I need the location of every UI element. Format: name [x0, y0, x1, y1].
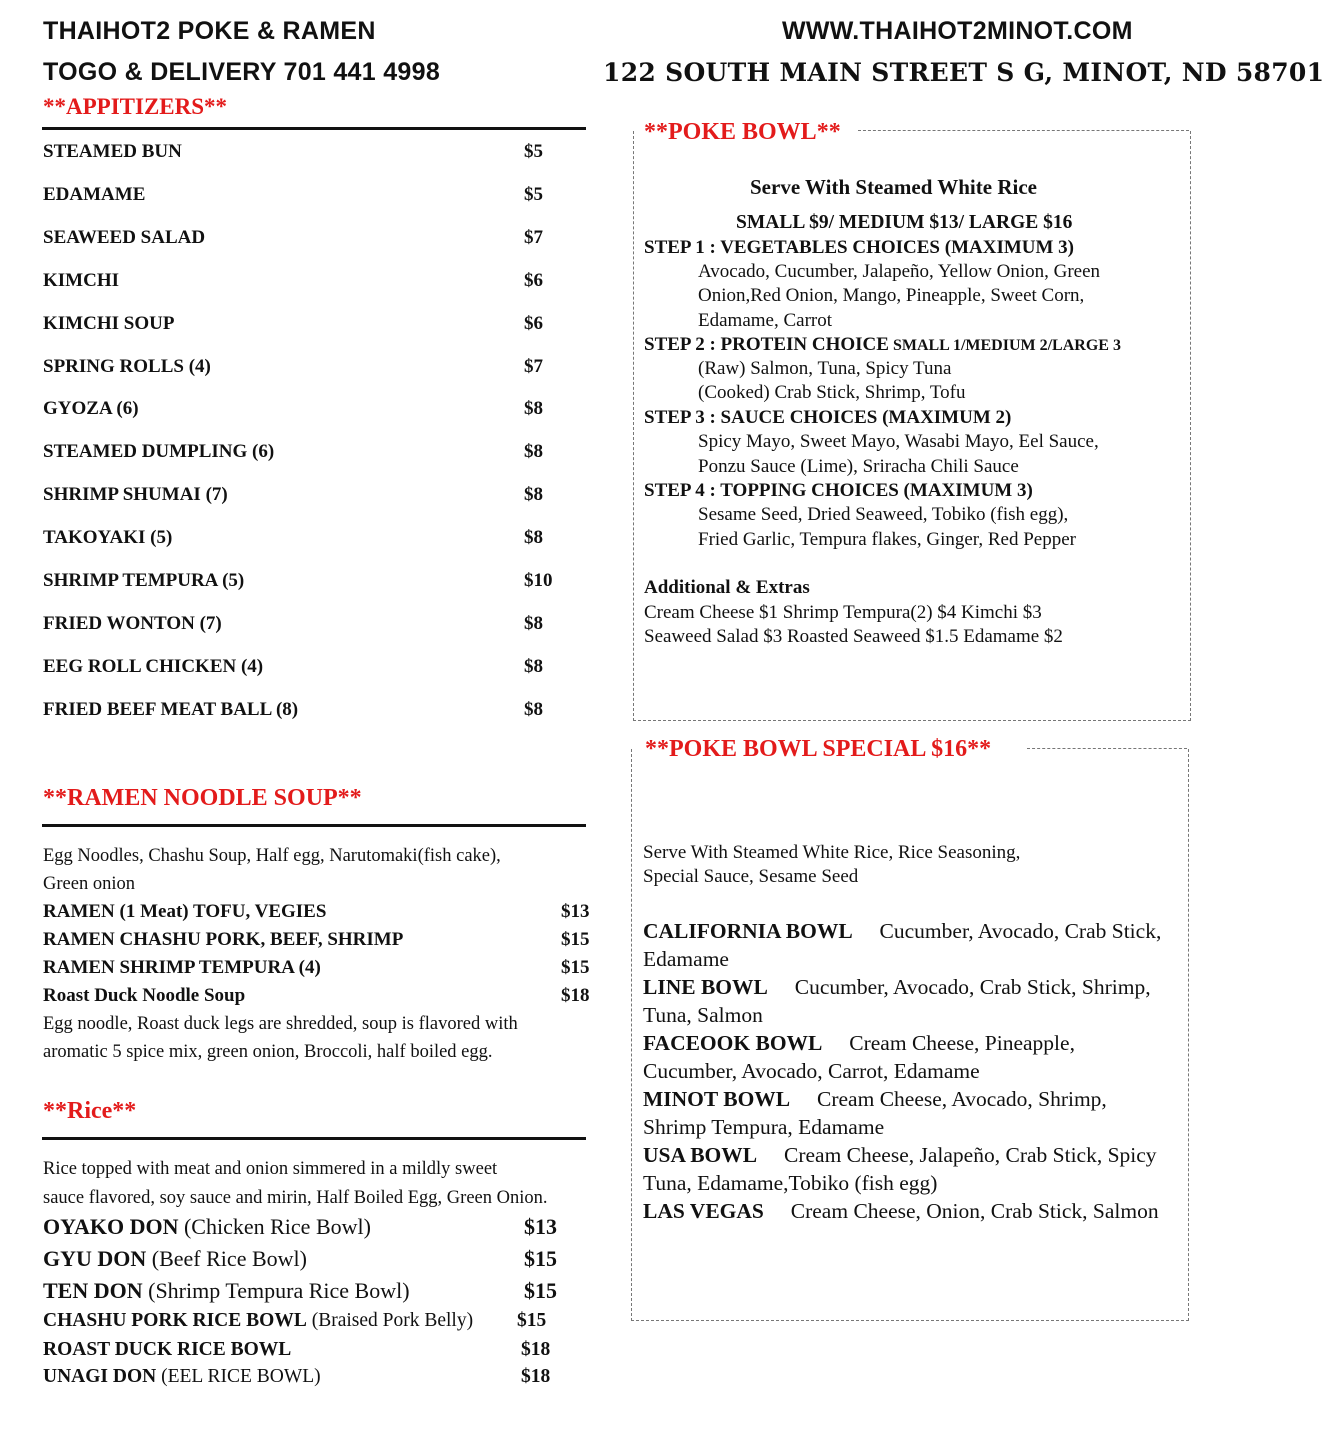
appetizer-item [43, 527, 583, 557]
step3-line1: Spicy Mayo, Sweet Mayo, Wasabi Mayo, Eel Sauce, [698, 431, 1099, 452]
poke-bowl-title: **POKE BOWL** [640, 119, 845, 146]
ramen-price: $15 [561, 957, 590, 978]
extras-title: Additional & Extras [644, 577, 810, 598]
ramen-price: $13 [561, 901, 590, 922]
appetizer-name: STEAMED BUN [43, 141, 182, 162]
ramen-price: $15 [561, 929, 590, 950]
duck-soup-description: Egg noodle, Roast duck legs are shredded, soup is flavored with [43, 1014, 518, 1034]
rice-name: TEN DON [43, 1278, 143, 1303]
appetizer-name: SEAWEED SALAD [43, 226, 206, 248]
step3-title: STEP 3 : SAUCE CHOICES (MAXIMUM 2) [644, 407, 1012, 428]
website-link[interactable]: WWW.THAIHOT2MINOT.COM [782, 17, 1133, 45]
special-bowl-desc: Cucumber, Avocado, Crab Stick, Edamame [643, 919, 1167, 971]
rice-subtitle: (Braised Pork Belly) [306, 1310, 474, 1331]
step2-line1: (Raw) Salmon, Tuna, Spicy Tuna [698, 358, 952, 379]
rice-price: $15 [517, 1310, 547, 1331]
restaurant-name: THAIHOT2 POKE & RAMEN [43, 17, 376, 45]
appetizer-price: $8 [524, 441, 543, 463]
rice-price: $18 [521, 1339, 551, 1360]
appetizer-name: EDAMAME [43, 183, 146, 205]
appetizer-name: TAKOYAKI (5) [43, 527, 173, 549]
special-bowl-name: USA BOWL [643, 1143, 758, 1167]
rice-price: $18 [521, 1366, 551, 1387]
appetizer-name: KIMCHI [43, 269, 119, 291]
special-bowl-name: LAS VEGAS [643, 1199, 764, 1223]
rice-title: **Rice** [43, 1098, 137, 1124]
rice-item [43, 1310, 603, 1332]
special-bowl-desc: Cream Cheese, Pineapple, Cucumber, Avocado, Carrot, Edamame [643, 1031, 1081, 1083]
address: 122 SOUTH MAIN STREET S G, MINOT, ND 58701 [603, 58, 1324, 87]
appetizer-item [43, 313, 583, 343]
special-bowl-name: MINOT BOWL [643, 1087, 791, 1111]
appetizer-name: STEAMED DUMPLING (6) [43, 441, 275, 463]
special-bowl-item [643, 973, 1163, 1029]
rice-price: $15 [524, 1278, 557, 1303]
special-bowl-desc: Cream Cheese, Jalapeño, Crab Stick, Spicy Tuna, Edamame,Tobiko (fish egg) [643, 1143, 1162, 1195]
appetizer-price: $8 [524, 612, 543, 634]
rice-name: OYAKO DON [43, 1214, 179, 1239]
rice-item [43, 1214, 603, 1240]
ramen-name: RAMEN (1 Meat) TOFU, VEGIES [43, 901, 327, 922]
appetizer-price: $6 [524, 269, 543, 291]
appetizer-price: $8 [524, 398, 543, 420]
special-bowl-item [643, 1197, 1163, 1225]
ramen-name: Roast Duck Noodle Soup [43, 985, 246, 1006]
appetizer-item [43, 613, 583, 643]
appetizer-item [43, 699, 583, 729]
ramen-description: Egg Noodles, Chashu Soup, Half egg, Narutomaki(fish cake), [43, 846, 501, 866]
appetizer-price: $10 [524, 570, 553, 591]
appetizer-item [43, 484, 583, 514]
appetizer-name: KIMCHI SOUP [43, 312, 175, 334]
rice-subtitle: (EEL RICE BOWL) [156, 1366, 321, 1387]
special-title: **POKE BOWL SPECIAL $16** [641, 736, 995, 763]
ramen-description-2: Green onion [43, 874, 135, 894]
appetizer-item [43, 270, 583, 300]
ramen-item [43, 901, 598, 923]
special-serve-note-2: Special Sauce, Sesame Seed [643, 866, 859, 887]
ramen-name: RAMEN SHRIMP TEMPURA (4) [43, 957, 321, 978]
special-bowl-list [643, 917, 1167, 1225]
special-bowl-name: FACEOOK BOWL [643, 1031, 823, 1055]
appetizer-price: $5 [524, 183, 543, 205]
special-bowl-item [643, 1085, 1163, 1141]
rice-subtitle: (Beef Rice Bowl) [146, 1246, 307, 1271]
appetizer-name: SPRING ROLLS (4) [43, 355, 211, 377]
appetizer-price: $6 [524, 312, 543, 334]
appetizer-item [43, 141, 583, 171]
ramen-name: RAMEN CHASHU PORK, BEEF, SHRIMP [43, 929, 404, 950]
special-bowl-desc: Cucumber, Avocado, Crab Stick, Shrimp, Tuna, Salmon [643, 975, 1156, 1027]
rice-name: GYU DON [43, 1246, 147, 1271]
appetizer-name: FRIED BEEF MEAT BALL (8) [43, 698, 299, 720]
appetizer-name: SHRIMP SHUMAI (7) [43, 484, 228, 506]
extras-line2: Seaweed Salad $3 Roasted Seaweed $1.5 Edamame $2 [644, 626, 1063, 647]
rice-item [43, 1339, 603, 1361]
appetizers-divider [42, 127, 586, 130]
special-bowl-name: LINE BOWL [643, 975, 768, 999]
poke-sizes: SMALL $9/ MEDIUM $13/ LARGE $16 [736, 212, 1073, 233]
appetizer-price: $8 [524, 698, 543, 720]
step2-line2: (Cooked) Crab Stick, Shrimp, Tofu [698, 382, 966, 403]
special-bowl-desc: Cream Cheese, Onion, Crab Stick, Salmon [763, 1199, 1159, 1223]
poke-bowl-box-top-border [858, 130, 1189, 131]
special-bowl-desc: Cream Cheese, Avocado, Shrimp, Shrimp Tempura, Edamame [643, 1087, 1113, 1139]
rice-name: ROAST DUCK RICE BOWL [43, 1339, 292, 1360]
ramen-item [43, 985, 598, 1007]
special-serve-note: Serve With Steamed White Rice, Rice Seasoning, [643, 842, 1021, 863]
ramen-item [43, 957, 598, 979]
step2-title-text: STEP 2 : PROTEIN CHOICE [644, 334, 889, 355]
special-bowl-name: CALIFORNIA BOWL [643, 919, 853, 943]
rice-subtitle: (Shrimp Tempura Rice Bowl) [142, 1278, 410, 1303]
rice-description-2: sauce flavored, soy sauce and mirin, Half Boiled Egg, Green Onion. [43, 1188, 548, 1208]
rice-divider [42, 1137, 586, 1140]
step2-title [644, 334, 1121, 356]
rice-item [43, 1246, 603, 1272]
step4-title: STEP 4 : TOPPING CHOICES (MAXIMUM 3) [644, 480, 1033, 501]
appetizer-item [43, 570, 583, 600]
step4-line1: Sesame Seed, Dried Seaweed, Tobiko (fish egg), [698, 504, 1069, 525]
appetizer-price: $8 [524, 655, 543, 677]
extras-line1: Cream Cheese $1 Shrimp Tempura(2) $4 Kimchi $3 [644, 602, 1042, 623]
rice-price: $13 [524, 1214, 557, 1239]
appetizer-price: $8 [524, 484, 543, 506]
rice-item [43, 1278, 603, 1304]
appetizers-title: **APPITIZERS** [43, 94, 228, 119]
step4-line2: Fried Garlic, Tempura flakes, Ginger, Red Pepper [698, 529, 1076, 550]
ramen-title: **RAMEN NOODLE SOUP** [43, 785, 362, 811]
appetizer-item [43, 398, 583, 428]
appetizer-item [43, 227, 583, 257]
ramen-item [43, 929, 598, 951]
step1-line3: Edamame, Carrot [698, 310, 833, 331]
rice-name: UNAGI DON [43, 1366, 157, 1387]
step1-line2: Onion,Red Onion, Mango, Pineapple, Sweet Corn, [698, 285, 1085, 306]
appetizer-item [43, 441, 583, 471]
appetizer-price: $7 [524, 355, 543, 377]
appetizer-name: FRIED WONTON (7) [43, 612, 222, 634]
rice-description: Rice topped with meat and onion simmered in a mildly sweet [43, 1159, 498, 1179]
rice-name: CHASHU PORK RICE BOWL [43, 1310, 307, 1331]
appetizer-price: $7 [524, 226, 543, 248]
step3-line2: Ponzu Sauce (Lime), Sriracha Chili Sauce [698, 456, 1019, 477]
step2-size-note: SMALL 1/MEDIUM 2/LARGE 3 [888, 337, 1121, 354]
special-box-top-border [1027, 748, 1187, 749]
ramen-divider [42, 824, 586, 827]
rice-price: $15 [524, 1246, 557, 1271]
step1-title: STEP 1 : VEGETABLES CHOICES (MAXIMUM 3) [644, 237, 1075, 258]
togo-delivery-phone: TOGO & DELIVERY 701 441 4998 [43, 58, 441, 86]
appetizer-price: $8 [524, 527, 543, 549]
appetizer-name: EEG ROLL CHICKEN (4) [43, 655, 264, 677]
duck-soup-description-2: aromatic 5 spice mix, green onion, Broccoli, half boiled egg. [43, 1042, 493, 1062]
appetizer-name: GYOZA (6) [43, 398, 139, 420]
appetizer-item [43, 184, 583, 214]
special-bowl-item [643, 1029, 1163, 1085]
appetizer-item [43, 356, 583, 386]
ramen-price: $18 [561, 985, 590, 1006]
poke-serve-note: Serve With Steamed White Rice [750, 175, 1037, 199]
appetizer-item [43, 656, 583, 686]
rice-subtitle: (Chicken Rice Bowl) [178, 1214, 371, 1239]
appetizer-price: $5 [524, 141, 543, 162]
rice-item [43, 1366, 603, 1388]
step1-line1: Avocado, Cucumber, Jalapeño, Yellow Onion, Green [698, 261, 1101, 282]
appetizer-name: SHRIMP TEMPURA (5) [43, 570, 245, 591]
special-bowl-item [643, 917, 1167, 973]
special-bowl-item [643, 1141, 1163, 1197]
